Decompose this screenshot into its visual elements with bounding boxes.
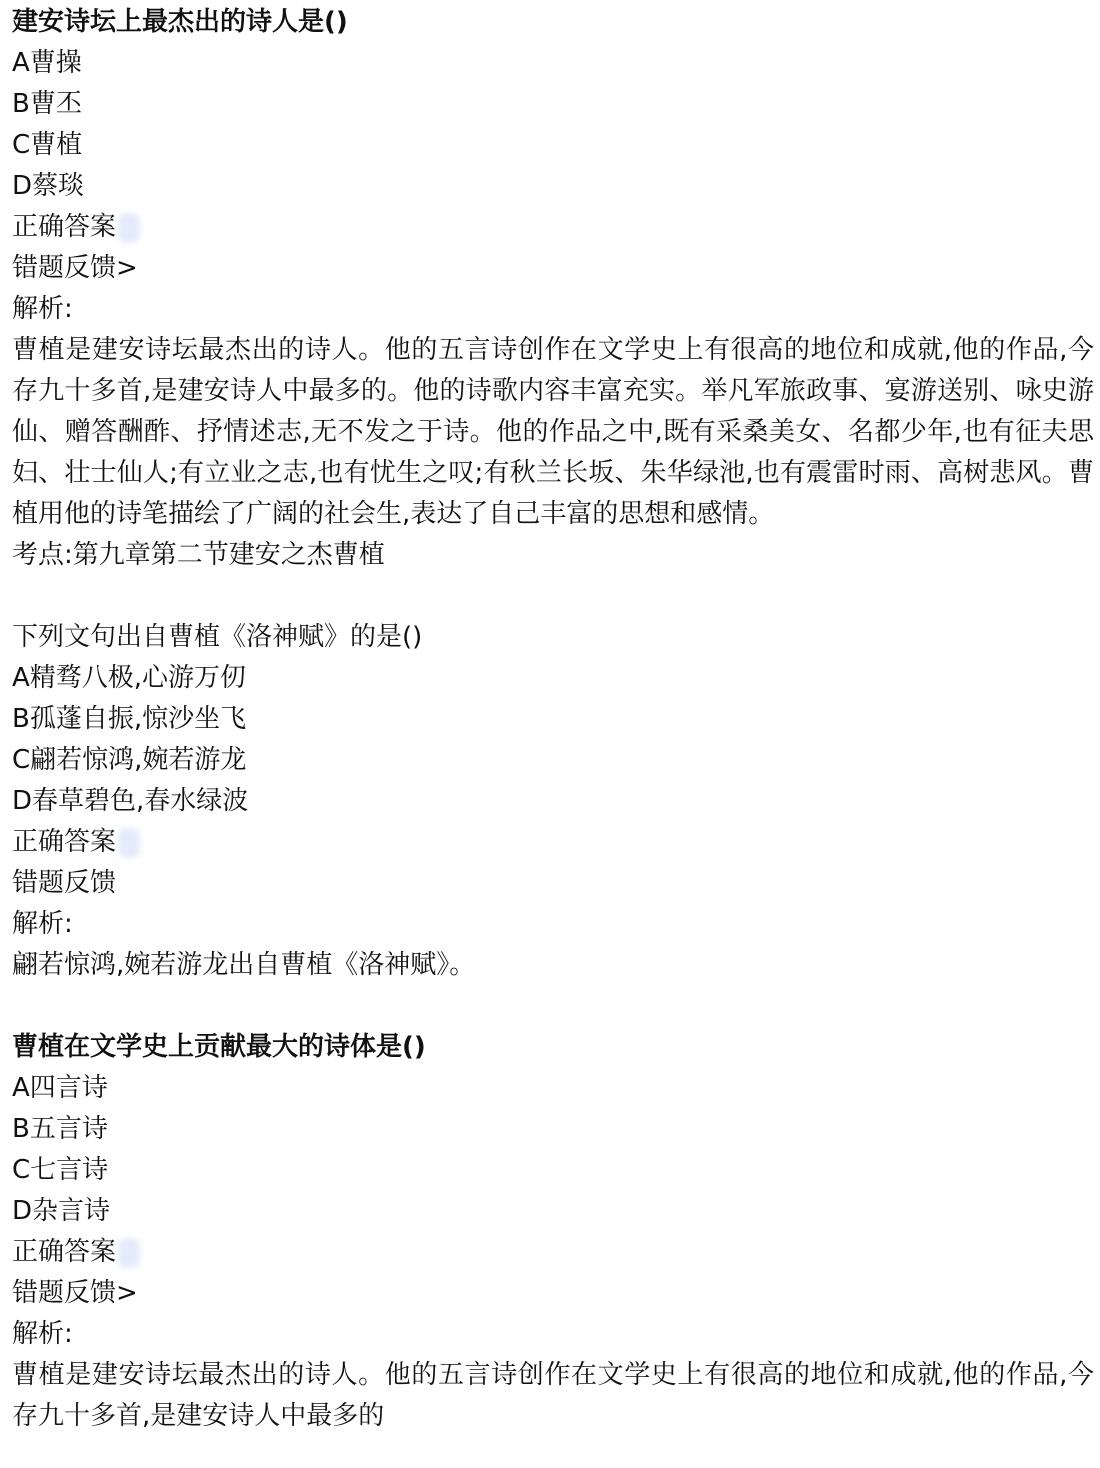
feedback-link[interactable]: 错题反馈 — [12, 868, 117, 898]
question-1 — [12, 2, 1100, 576]
question-stem: 曹植在文学史上贡献最大的诗体是() — [12, 1032, 426, 1062]
question-3 — [12, 1027, 1100, 1437]
blurred-answer — [118, 828, 140, 858]
analysis-label: 解析: — [12, 909, 73, 939]
option-a: A精骛八极,心游万仞 — [12, 663, 247, 693]
option-a: A四言诗 — [12, 1073, 108, 1103]
feedback-link[interactable]: 错题反馈> — [12, 253, 138, 283]
key-point: 考点:第九章第二节建安之杰曹植 — [12, 540, 385, 570]
option-c: C曹植 — [12, 130, 83, 160]
analysis-text: 曹植是建安诗坛最杰出的诗人。他的五言诗创作在文学史上有很高的地位和成就,他的作品,今存九十多首,是建安诗人中最多的。他的诗歌内容丰富充实。举凡军旅政事、宴游送别、咏史游仙、赠答酬酢、抒情述志,无不发之于诗。他的作品之中,既有采桑美女、名都少年,也有征夫思妇、壮士仙人;有立业之志,也有忧生之叹;有秋兰长坂、朱华绿池,也有震雷时雨、高树悲风。曹植用他的诗笔描绘了广阔的社会生,表达了自己丰富的思想和感情。 — [12, 335, 1094, 529]
option-b: B曹丕 — [12, 89, 82, 119]
option-d: D蔡琰 — [12, 171, 85, 201]
analysis-text: 翩若惊鸿,婉若游龙出自曹植《洛神赋》。 — [12, 950, 476, 980]
option-b: B孤蓬自振,惊沙坐飞 — [12, 704, 247, 734]
option-c: C翩若惊鸿,婉若游龙 — [12, 745, 247, 775]
blurred-answer — [118, 1238, 140, 1268]
option-d: D春草碧色,春水绿波 — [12, 786, 249, 816]
analysis-label: 解析: — [12, 1319, 73, 1349]
correct-answer-label: 正确答案 — [12, 827, 117, 857]
analysis-text: 曹植是建安诗坛最杰出的诗人。他的五言诗创作在文学史上有很高的地位和成就,他的作品,今存九十多首,是建安诗人中最多的 — [12, 1360, 1094, 1431]
correct-answer-row — [12, 822, 1100, 863]
option-d: D杂言诗 — [12, 1196, 111, 1226]
feedback-link[interactable]: 错题反馈> — [12, 1278, 138, 1308]
option-a: A曹操 — [12, 48, 82, 78]
question-2 — [12, 617, 1100, 986]
question-stem: 下列文句出自曹植《洛神赋》的是() — [12, 622, 423, 652]
blurred-answer — [118, 213, 140, 243]
question-stem: 建安诗坛上最杰出的诗人是() — [12, 7, 348, 37]
correct-answer-row — [12, 207, 1100, 248]
correct-answer-row — [12, 1232, 1100, 1273]
correct-answer-label: 正确答案 — [12, 1237, 117, 1267]
analysis-label: 解析: — [12, 294, 73, 324]
option-c: C七言诗 — [12, 1155, 109, 1185]
correct-answer-label: 正确答案 — [12, 212, 117, 242]
option-b: B五言诗 — [12, 1114, 108, 1144]
